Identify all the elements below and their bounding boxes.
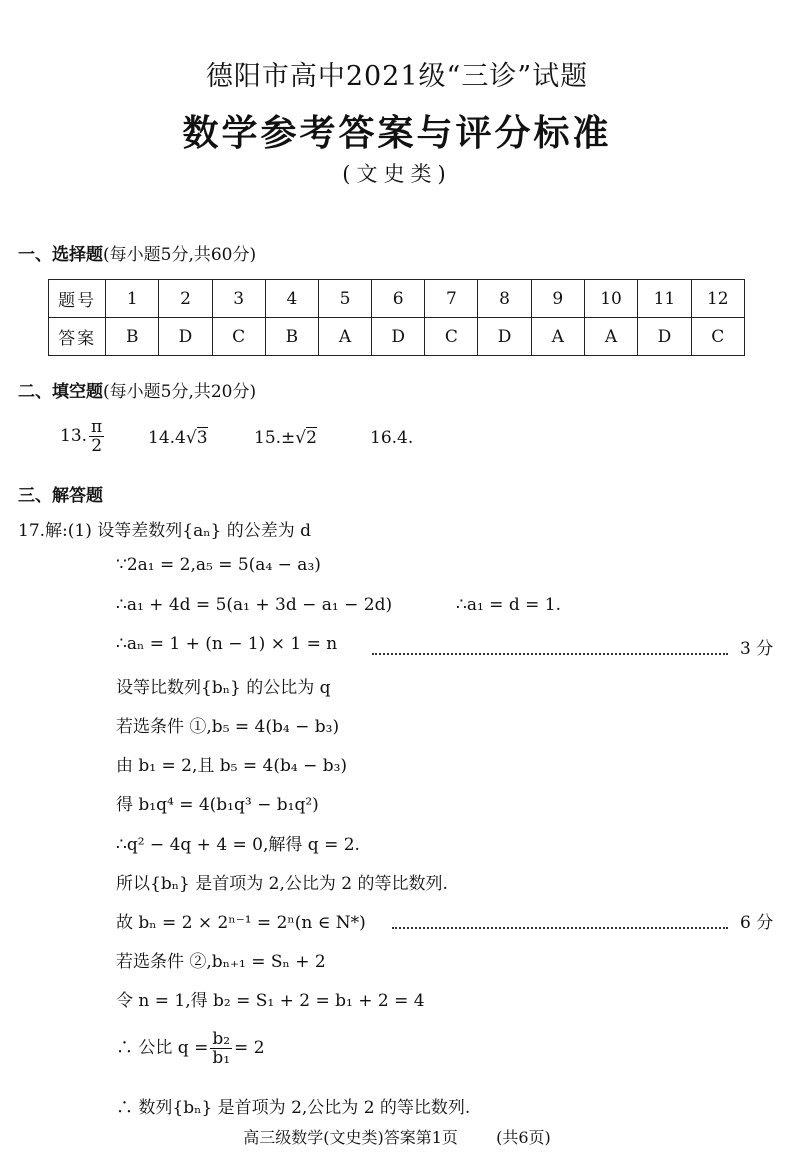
question-number: 4 xyxy=(265,280,318,318)
footer-text: 高三级数学(文史类)答案第1页 xyxy=(243,1128,458,1147)
answer-cell: D xyxy=(159,318,212,356)
solution-line: ∴ 公比 q = $\frac{\text{b₂}}{\text{b₁}}$ = 2 xyxy=(116,1029,265,1068)
solution-line: 设等比数列{bₙ} 的公比为 q xyxy=(116,678,331,698)
answer-key-title: 数学参考答案与评分标准 xyxy=(182,113,612,154)
row-label-answer: 答案 xyxy=(49,318,106,356)
answer-cell: A xyxy=(584,318,637,356)
question-number: 3 xyxy=(212,280,265,318)
fraction: $\frac{\text{b₂}}{\text{b₁}}$ xyxy=(212,1029,231,1068)
answer-cell: B xyxy=(106,318,159,356)
answer-cell: D xyxy=(638,318,691,356)
solution-line: 得 b₁q⁴ = 4(b₁q³ − b₁q²) xyxy=(116,795,319,815)
solution-line: ∴a₁ = d = 1. xyxy=(456,595,561,615)
fill-answer-14: 14.4√3 xyxy=(148,428,208,448)
solution-line: 令 n = 1,得 b₂ = S₁ + 2 = b₁ + 2 = 4 xyxy=(116,991,425,1011)
solution-line: 若选条件 ②,bₙ₊₁ = Sₙ + 2 xyxy=(116,952,326,972)
row-label-number: 题号 xyxy=(49,280,106,318)
section-2-heading xyxy=(18,377,256,402)
solution-line: ∴a₁ + 4d = 5(a₁ + 3d − a₁ − 2d) xyxy=(116,595,393,615)
question-number: 2 xyxy=(159,280,212,318)
question-number: 7 xyxy=(425,280,478,318)
section-1-heading xyxy=(18,240,256,265)
question-number: 1 xyxy=(106,280,159,318)
section-1-note: (每小题5分,共60分) xyxy=(103,245,257,265)
solution-line: 故 bₙ = 2 × 2ⁿ⁻¹ = 2ⁿ(n ∈ N*) xyxy=(116,913,366,933)
score-marker: 3 分 xyxy=(740,639,774,659)
question-number: 9 xyxy=(531,280,584,318)
answer-cell: C xyxy=(425,318,478,356)
answer-cell: D xyxy=(372,318,425,356)
question-number: 12 xyxy=(691,280,744,318)
solution-line: 若选条件 ①,b₅ = 4(b₄ − b₃) xyxy=(116,717,340,737)
section-2-note: (每小题5分,共20分) xyxy=(103,382,257,402)
question-number-row xyxy=(49,280,745,318)
score-marker: 6 分 xyxy=(740,913,774,933)
answer-cell: B xyxy=(265,318,318,356)
solution-line: 所以{bₙ} 是首项为 2,公比为 2 的等比数列. xyxy=(116,874,448,894)
answer-row xyxy=(49,318,745,356)
answer-cell: C xyxy=(691,318,744,356)
fill-answer-13: 13. $\frac{\pi}{2}$ xyxy=(60,417,103,456)
dotted-leader xyxy=(372,643,728,662)
section-1-title: 一、选择题 xyxy=(18,245,103,265)
question-number: 8 xyxy=(478,280,531,318)
fill-answer-15: 15.±√2 xyxy=(254,428,317,448)
solution-line: ∴aₙ = 1 + (n − 1) × 1 = n xyxy=(116,634,338,654)
footer-page-count: (共6页) xyxy=(496,1128,551,1147)
answer-cell: A xyxy=(318,318,371,356)
answer-cell: D xyxy=(478,318,531,356)
solution-line: ∴q² − 4q + 4 = 0,解得 q = 2. xyxy=(116,835,360,855)
dotted-leader xyxy=(392,917,728,936)
question-number: 11 xyxy=(638,280,691,318)
sqrt-icon: √ xyxy=(295,428,307,448)
fraction: $\frac{\pi}{2}$ xyxy=(91,417,103,456)
section-2-title: 二、填空题 xyxy=(18,382,103,402)
exam-title: 德阳市高中2021级“三诊”试题 xyxy=(205,61,589,92)
solution-line: ∵2a₁ = 2,a₅ = 5(a₄ − a₃) xyxy=(116,555,321,575)
page-footer xyxy=(0,1125,794,1148)
question-number: 5 xyxy=(318,280,371,318)
answer-cell: A xyxy=(531,318,584,356)
solution-line: 17.解:(1) 设等差数列{aₙ} 的公差为 d xyxy=(18,521,312,541)
answer-table xyxy=(48,279,745,356)
track-label: (文史类) xyxy=(342,162,452,186)
fill-answer-16: 16.4. xyxy=(370,428,414,448)
answer-cell: C xyxy=(212,318,265,356)
sqrt-icon: √ xyxy=(185,428,197,448)
solution-line: ∴ 数列{bₙ} 是首项为 2,公比为 2 的等比数列. xyxy=(116,1098,471,1118)
question-number: 10 xyxy=(584,280,637,318)
solution-line: 由 b₁ = 2,且 b₅ = 4(b₄ − b₃) xyxy=(116,756,348,776)
section-3-title: 三、解答题 xyxy=(18,486,103,506)
question-number: 6 xyxy=(372,280,425,318)
